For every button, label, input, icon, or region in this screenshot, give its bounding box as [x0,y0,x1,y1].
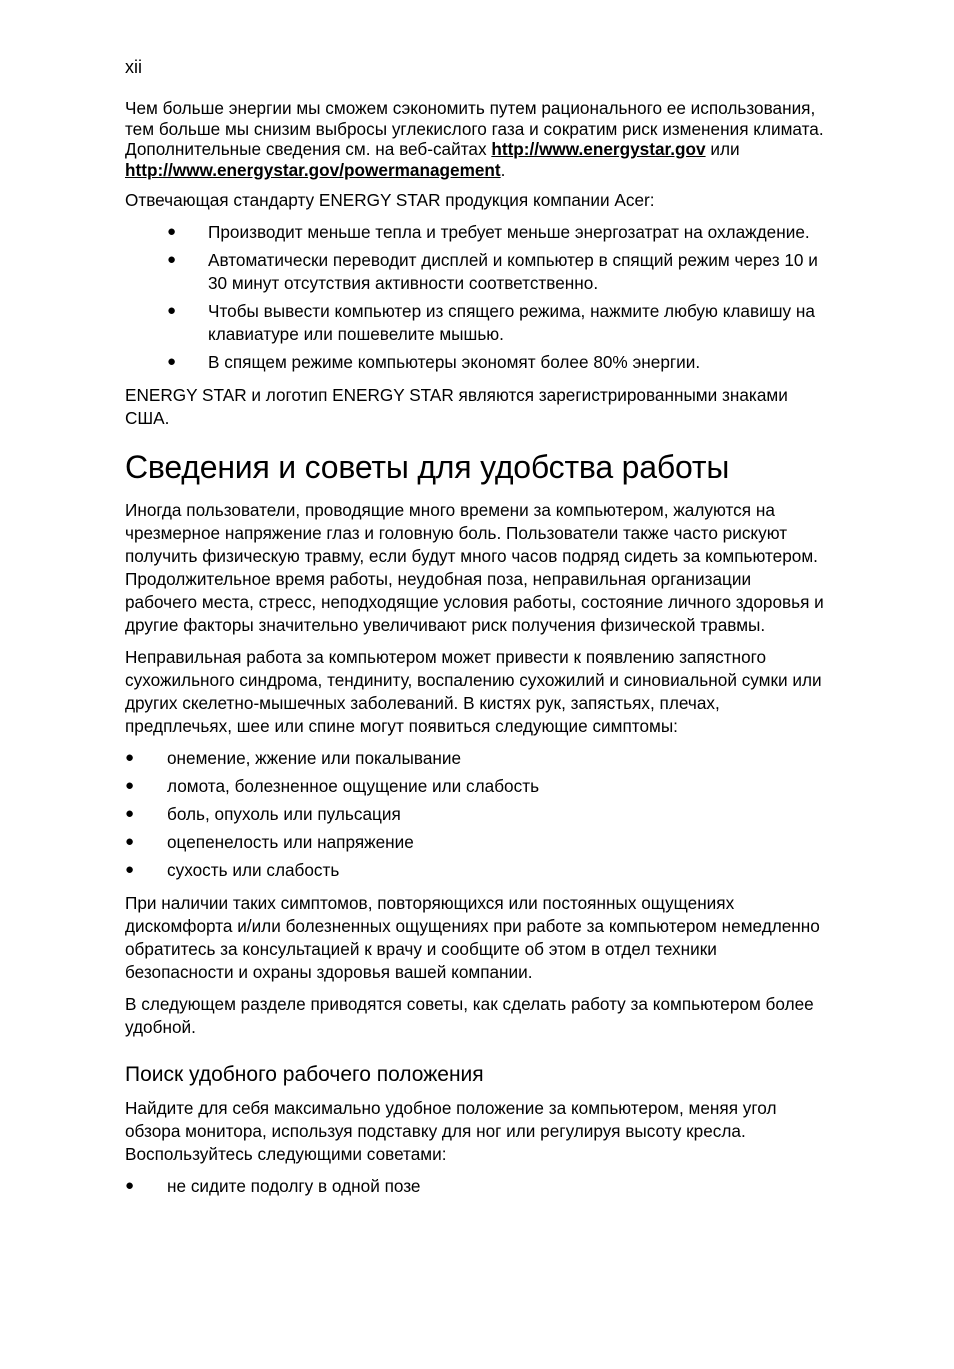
list-item: ● Производит меньше тепла и требует меньше энергозатрат на охлаждение. [167,222,810,242]
list-item: ● боль, опухоль или пульсация [125,804,401,824]
list-item: ● оцепенелость или напряжение [125,832,414,852]
energy-bullet-list [125,221,825,374]
comfort-paragraph-3: При наличии таких симптомов, повторяющихся или постоянных ощущениях дискомфорта и/или болезненных ощущениях при работе за компьютером немедленно обратитесь за консультацией к врачу и сообщите об этом в отдел техники безопасности и охраны здоровья вашей компании. [125,893,820,982]
position-paragraph: Найдите для себя максимально удобное положение за компьютером, меняя угол обзора монитора, используя подставку для ног или регулируя высоту кресла. Воспользуйтесь следующими советами: [125,1098,777,1164]
energy-intro-text: Чем больше энергии мы сможем сэкономить путем рационального ее использования, тем больше мы снизим выбросы углекислого газа и сократим риск изменения климата. Дополнительные сведения см. на веб-сайтах [125,98,824,159]
comfort-section-heading: Сведения и советы для удобства работы [125,449,730,485]
bullet-icon: ● [125,833,135,850]
document-page [125,55,825,1208]
bullet-icon: ● [167,223,177,240]
link-end: . [500,159,506,180]
symptoms-list [125,747,825,882]
bullet-icon: ● [167,251,177,268]
bullet-icon: ● [125,1177,135,1194]
list-item: ● Чтобы вывести компьютер из спящего режима, нажмите любую клавишу на клавиатуре или пошевелите мышью. [167,301,815,344]
powermanagement-link[interactable]: http://www.energystar.gov/powermanagement [125,159,501,180]
list-item: ● Автоматически переводит дисплей и компьютер в спящий режим через 10 и 30 минут отсутствия активности соответственно. [167,250,818,293]
comfort-paragraph-1: Иногда пользователи, проводящие много времени за компьютером, жалуются на чрезмерное напряжение глаз и головную боль. Пользователи также часто рискуют получить физическую травму, если будут много часов подряд сидеть за компьютером. Продолжительное время работы, неудобная поза, неправильная организации рабочего места, стресс, неподходящие условия работы, состояние личного здоровья и другие факторы значительно увеличивают риск получения физической травмы. [125,500,824,635]
energystar-link[interactable]: http://www.energystar.gov [491,139,706,159]
bullet-icon: ● [125,749,135,766]
trademark-paragraph: ENERGY STAR и логотип ENERGY STAR являются зарегистрированными знаками США. [125,385,788,428]
comfort-paragraph-2: Неправильная работа за компьютером может привести к появлению запястного сухожильного синдрома, тендиниту, воспалению сухожилий и синовиальной сумки или других скелетно-мышечных заболеваний. В кистях рук, запястьях, плечах, предплечьях, шее или спине могут появиться следующие симптомы: [125,647,822,736]
bullet-icon: ● [167,302,177,319]
bullet-icon: ● [125,805,135,822]
page-number: xii [125,57,142,77]
bullet-icon: ● [167,353,177,370]
list-item: ● не сидите подолгу в одной позе [125,1176,421,1196]
bullet-icon: ● [125,777,135,794]
list-item: ● В спящем режиме компьютеры экономят более 80% энергии. [167,352,701,372]
list-item: ● сухость или слабость [125,860,340,880]
comfort-paragraph-4: В следующем разделе приводятся советы, как сделать работу за компьютером более удобной. [125,994,814,1037]
energy-products-lead: Отвечающая стандарту ENERGY STAR продукция компании Acer: [125,190,655,210]
list-item: ● ломота, болезненное ощущение или слабость [125,776,540,796]
link-separator: или [710,139,740,159]
bullet-icon: ● [125,861,135,878]
position-subsection-heading: Поиск удобного рабочего положения [125,1063,484,1086]
energy-intro-paragraph [125,98,825,180]
list-item: ● онемение, жжение или покалывание [125,748,462,768]
position-tips-list [125,1175,825,1198]
